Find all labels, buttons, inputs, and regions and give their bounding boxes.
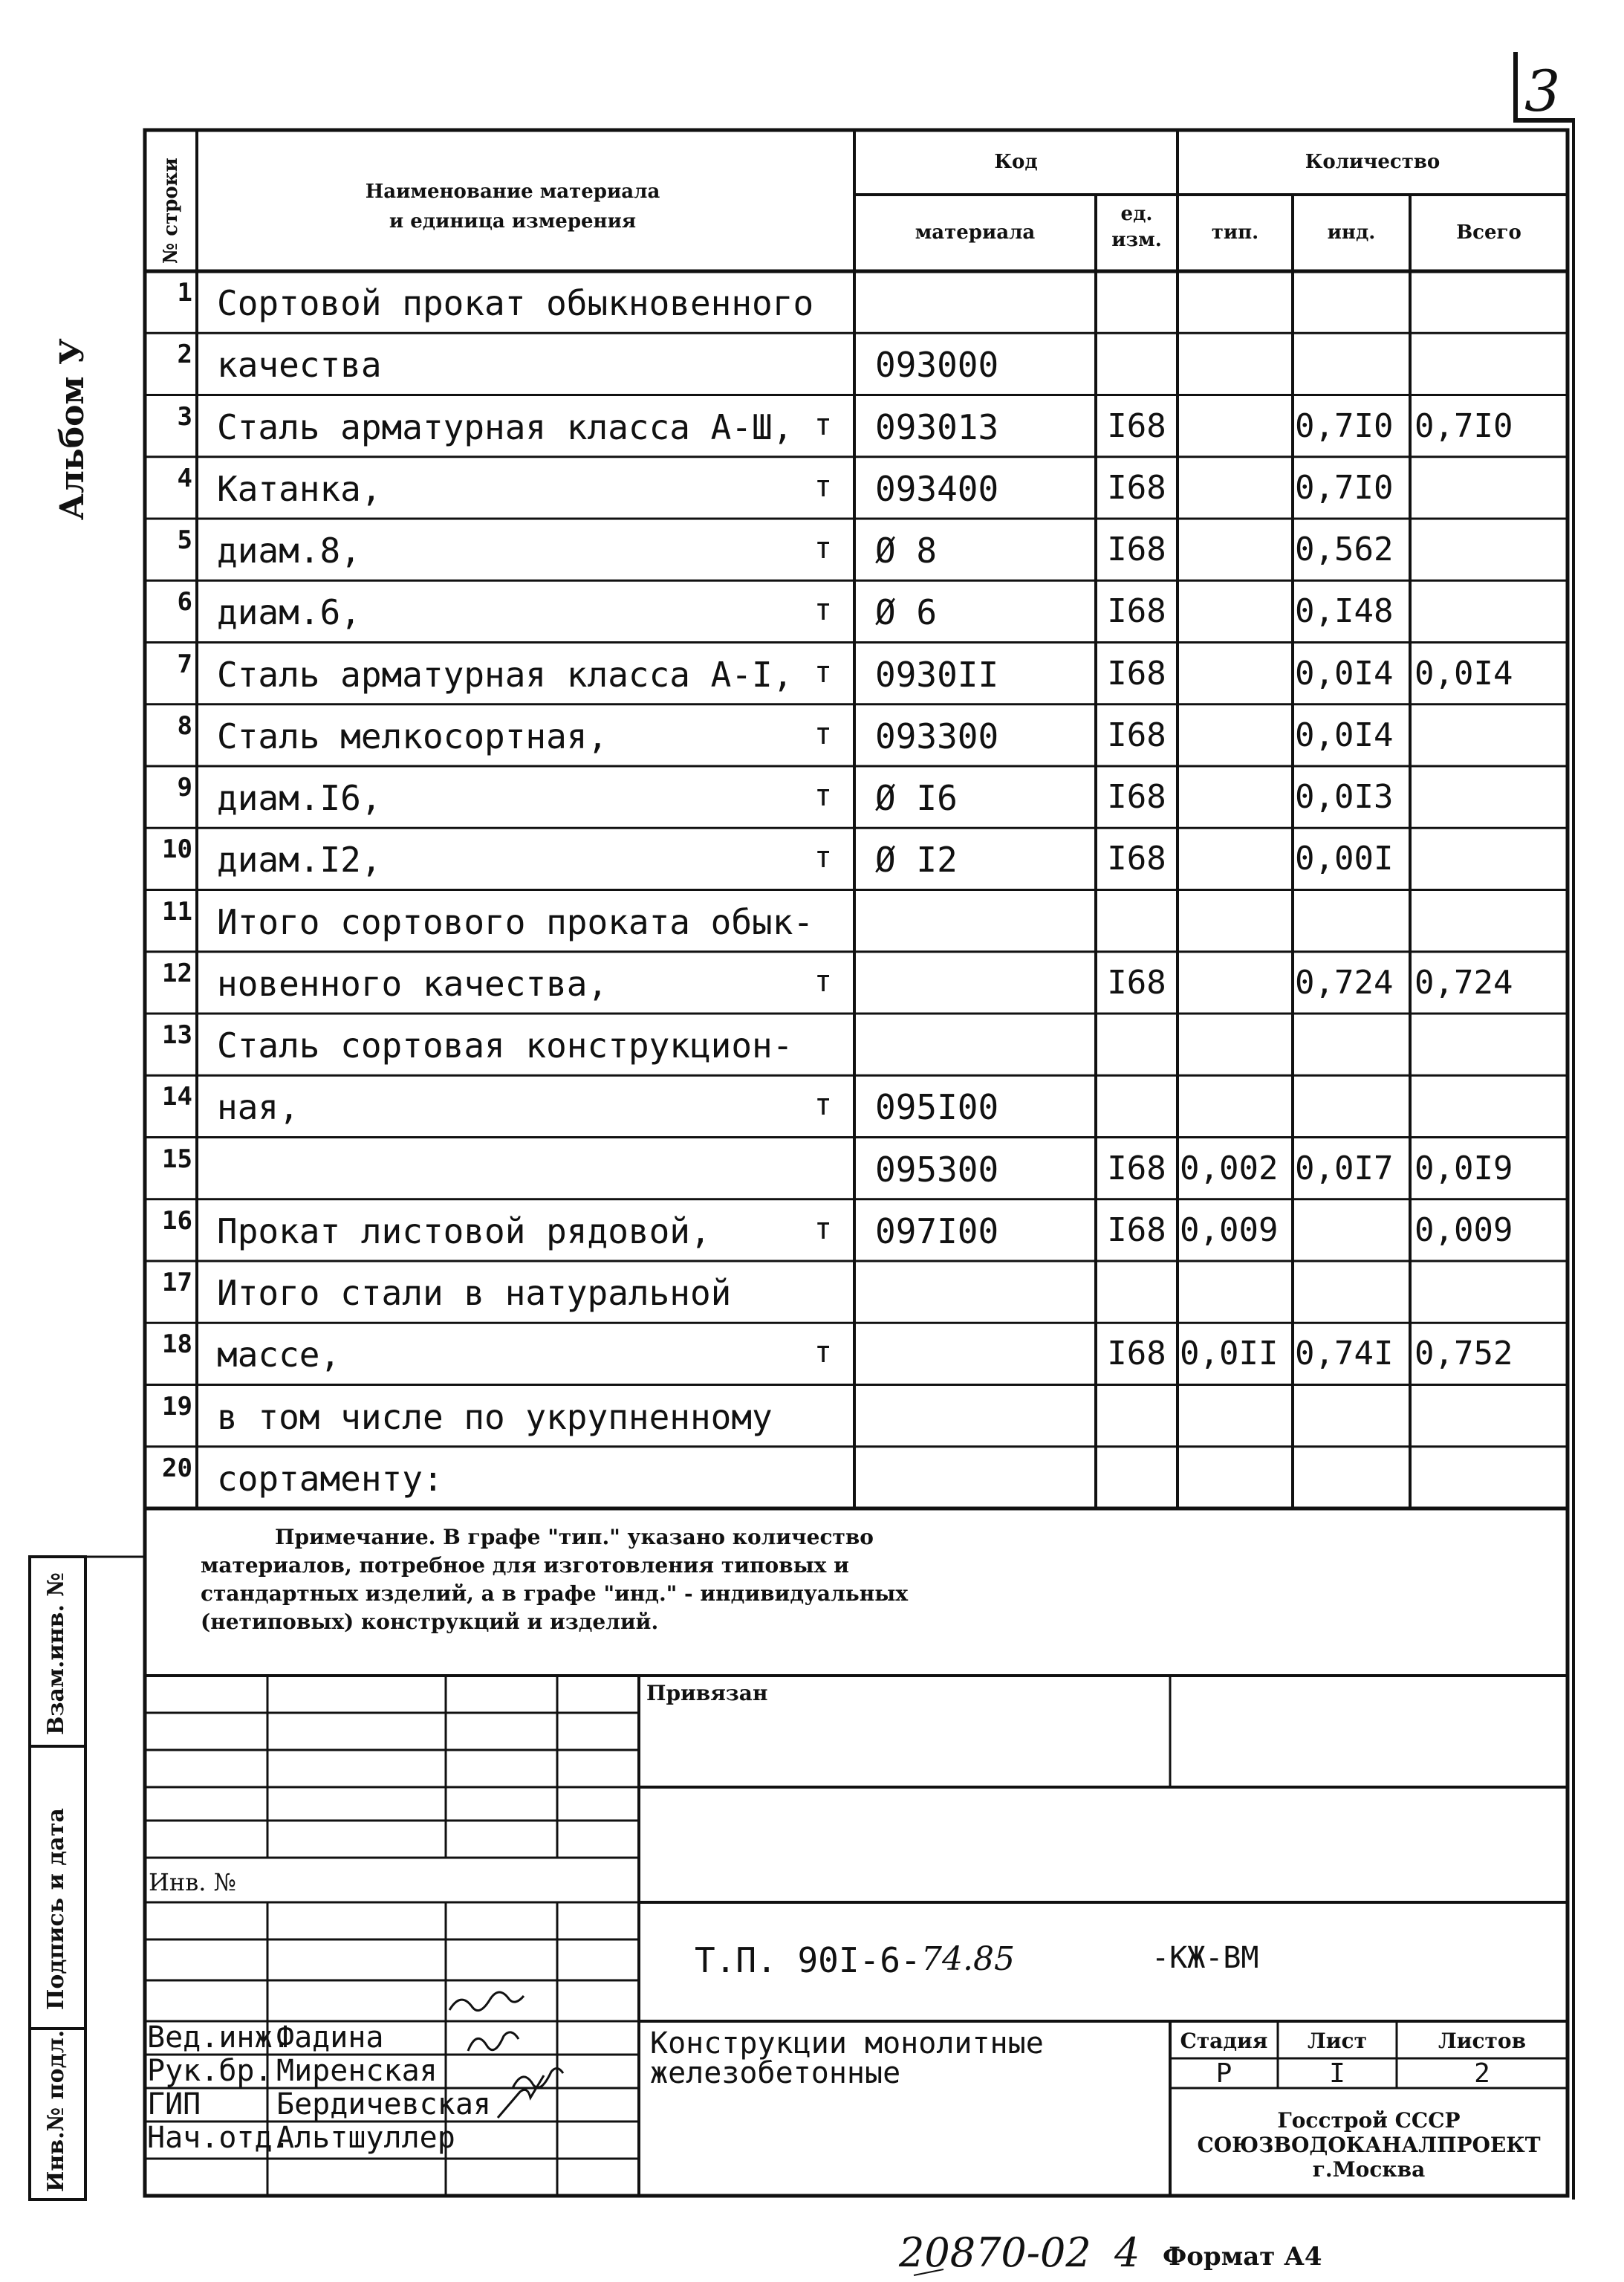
cell-unit: т	[813, 593, 832, 628]
cell-total: 0,0I4	[1414, 654, 1513, 693]
cell-ind: 0,00I	[1295, 840, 1394, 878]
cell-n: 10	[162, 834, 192, 865]
cell-n: 1	[177, 278, 192, 308]
cell-uc: I68	[1107, 778, 1166, 816]
cell-ind: 0,I48	[1295, 592, 1394, 631]
cell-code: 095300	[875, 1149, 999, 1190]
cell-unit: т	[813, 1088, 832, 1123]
note-line-1: Примечание. В графе "тип." указано количество	[275, 1525, 874, 1549]
cell-code: Ø I2	[875, 840, 958, 881]
signer-role: Рук.бр.	[147, 2054, 273, 2088]
doc-code-handwritten: 74.85	[921, 1940, 1015, 1978]
sheet-value: I	[1329, 2058, 1345, 2089]
cell-ind: 0,0I4	[1295, 654, 1394, 693]
cell-name: качества	[217, 345, 382, 386]
cell-n: 17	[162, 1268, 192, 1297]
footer-format: Формат А4	[1163, 2242, 1322, 2272]
cell-ind: 0,74I	[1295, 1335, 1394, 1373]
cell-uc: I68	[1107, 592, 1166, 631]
header-code-material: материала	[915, 221, 1036, 244]
cell-n: 15	[162, 1144, 192, 1174]
note-line-4: (нетиповых) конструкций и изделий.	[201, 1610, 659, 1634]
signer-name: Миренская	[276, 2054, 438, 2088]
stage-label: Стадия	[1180, 2029, 1268, 2053]
stage-value: Р	[1215, 2058, 1232, 2089]
signer-name: Бердичевская	[276, 2087, 491, 2121]
cell-name: диам.I6,	[217, 778, 382, 818]
header-row-no: № строки	[160, 158, 182, 264]
header-name-unit: и единица измерения	[389, 210, 637, 233]
cell-name: Итого стали в натуральной	[217, 1273, 732, 1313]
cell-code: Ø 6	[875, 592, 938, 633]
note-line-3: стандартных изделий, а в графе "инд." - индивидуальных	[201, 1581, 909, 1606]
sheet-label: Лист	[1308, 2029, 1367, 2053]
doc-suffix: -КЖ-ВМ	[1152, 1941, 1259, 1975]
header-qty-total: Всего	[1456, 221, 1521, 244]
cell-code: Ø 8	[875, 531, 938, 571]
cell-n: 8	[177, 710, 192, 741]
side-label-vzam-inv: Взам.инв. №	[43, 1572, 69, 1735]
cell-n: 14	[162, 1082, 192, 1112]
cell-code: 097I00	[875, 1210, 999, 1251]
cell-n: 3	[177, 401, 192, 432]
cell-uc: I68	[1107, 840, 1166, 878]
cell-n: 12	[162, 958, 192, 988]
cell-n: 18	[162, 1329, 192, 1360]
cell-n: 11	[162, 896, 192, 927]
signer-role: Вед.инж.	[147, 2020, 290, 2055]
cell-code: 093013	[875, 406, 999, 447]
cell-code: 093000	[875, 345, 999, 386]
cell-name: массе,	[217, 1335, 341, 1375]
cell-name: Сталь мелкосортная,	[217, 716, 608, 756]
cell-n: 19	[162, 1391, 192, 1422]
footer-number-2: 4	[1114, 2229, 1140, 2276]
cell-name: в том числе по укрупненному	[217, 1396, 773, 1437]
cell-typ: 0,0II	[1180, 1335, 1279, 1373]
cell-n: 13	[162, 1020, 192, 1050]
sheets-value: 2	[1474, 2058, 1490, 2089]
cell-unit: т	[813, 1211, 832, 1246]
album-label: Альбом У	[53, 338, 91, 520]
cell-typ: 0,002	[1180, 1149, 1279, 1187]
cell-uc: I68	[1107, 468, 1166, 507]
cell-code: 095I00	[875, 1087, 999, 1128]
cell-ind: 0,7I0	[1295, 406, 1394, 445]
cell-code: 093400	[875, 468, 999, 509]
footer-number: 20870-02	[899, 2229, 1091, 2276]
cell-n: 16	[162, 1205, 192, 1236]
page-number: 3	[1524, 58, 1561, 124]
cell-name: диам.6,	[217, 592, 361, 633]
cell-uc: I68	[1107, 1149, 1166, 1187]
cell-name: Итого сортового проката обык-	[217, 901, 814, 942]
signer-role: Нач.отд.	[147, 2121, 290, 2155]
cell-n: 20	[162, 1453, 192, 1483]
cell-name: сортаменту:	[217, 1458, 444, 1499]
cell-name: новенного качества,	[217, 963, 608, 1004]
cell-code: 093300	[875, 716, 999, 756]
org-line-1: Госстрой СССР	[1277, 2108, 1461, 2133]
sheets-label: Листов	[1438, 2029, 1527, 2053]
header-quantity: Количество	[1305, 151, 1441, 173]
doc-code: Т.П. 90I-6-	[695, 1940, 921, 1980]
cell-unit: т	[813, 655, 832, 690]
cell-unit: т	[813, 469, 832, 504]
cell-unit: т	[813, 1335, 832, 1370]
cell-ind: 0,7I0	[1295, 468, 1394, 507]
cell-code: Ø I6	[875, 778, 958, 818]
cell-unit: т	[813, 779, 832, 813]
cell-unit: т	[813, 407, 832, 442]
cell-unit: т	[813, 840, 832, 875]
cell-n: 5	[177, 525, 192, 555]
cell-ind: 0,0I3	[1295, 778, 1394, 816]
cell-n: 2	[177, 340, 192, 370]
cell-name: диам.I2,	[217, 840, 382, 881]
cell-uc: I68	[1107, 1335, 1166, 1373]
cell-total: 0,009	[1414, 1210, 1513, 1249]
cell-name: Катанка,	[217, 468, 382, 509]
cell-n: 9	[177, 773, 192, 803]
cell-n: 7	[177, 649, 192, 679]
cell-total: 0,752	[1414, 1335, 1513, 1373]
cell-ind: 0,0I7	[1295, 1149, 1394, 1187]
cell-unit: т	[813, 964, 832, 999]
cell-total: 0,7I0	[1414, 406, 1513, 445]
cell-uc: I68	[1107, 531, 1166, 568]
cell-uc: I68	[1107, 963, 1166, 1002]
cell-ind: 0,724	[1295, 963, 1394, 1002]
org-line-2: СОЮЗВОДОКАНАЛПРОЕКТ	[1197, 2133, 1541, 2157]
cell-uc: I68	[1107, 716, 1166, 754]
header-qty-ind: инд.	[1327, 221, 1376, 244]
cell-name: Сталь арматурная класса А-Ш,	[217, 406, 793, 447]
cell-uc: I68	[1107, 654, 1166, 693]
inv-no-label: Инв. №	[149, 1868, 236, 1896]
org-line-3: г.Москва	[1312, 2157, 1426, 2182]
cell-name: Сталь сортовая конструкцион-	[217, 1025, 793, 1066]
header-code-unit: ед.	[1120, 203, 1153, 225]
cell-name: ная,	[217, 1087, 299, 1128]
doc-title-2: железобетонные	[650, 2056, 901, 2090]
cell-n: 4	[177, 463, 192, 493]
privyazan-label: Привязан	[646, 1681, 768, 1705]
cell-name: Сталь арматурная класса А-I,	[217, 654, 793, 695]
header-code-unit-2: изм.	[1111, 229, 1162, 251]
cell-ind: 0,0I4	[1295, 716, 1394, 754]
cell-n: 6	[177, 587, 192, 617]
cell-code: 0930II	[875, 654, 999, 695]
signer-name: Фадина	[276, 2020, 384, 2055]
cell-uc: I68	[1107, 406, 1166, 445]
cell-name: диам.8,	[217, 531, 361, 571]
signer-role: ГИП	[147, 2087, 201, 2121]
cell-name: Прокат листовой рядовой,	[217, 1210, 711, 1251]
cell-unit: т	[813, 531, 832, 565]
cell-name: Сортовой прокат обыкновенного	[217, 283, 814, 323]
doc-title-1: Конструкции монолитные	[650, 2026, 1044, 2061]
header-name: Наименование материала	[365, 181, 660, 203]
cell-uc: I68	[1107, 1210, 1166, 1249]
side-label-signature-date: Подпись и дата	[43, 1808, 69, 2010]
cell-total: 0,724	[1414, 963, 1513, 1002]
cell-ind: 0,562	[1295, 531, 1394, 568]
cell-typ: 0,009	[1180, 1210, 1279, 1249]
cell-unit: т	[813, 716, 832, 751]
header-code: Код	[994, 151, 1038, 173]
note-line-2: материалов, потребное для изготовления типовых и	[201, 1553, 849, 1578]
cell-total: 0,0I9	[1414, 1149, 1513, 1187]
signer-name: Альтшуллер	[276, 2121, 455, 2155]
header-qty-typ: тип.	[1211, 221, 1259, 244]
side-label-inv-podl: Инв.№ подл.	[43, 2029, 69, 2192]
